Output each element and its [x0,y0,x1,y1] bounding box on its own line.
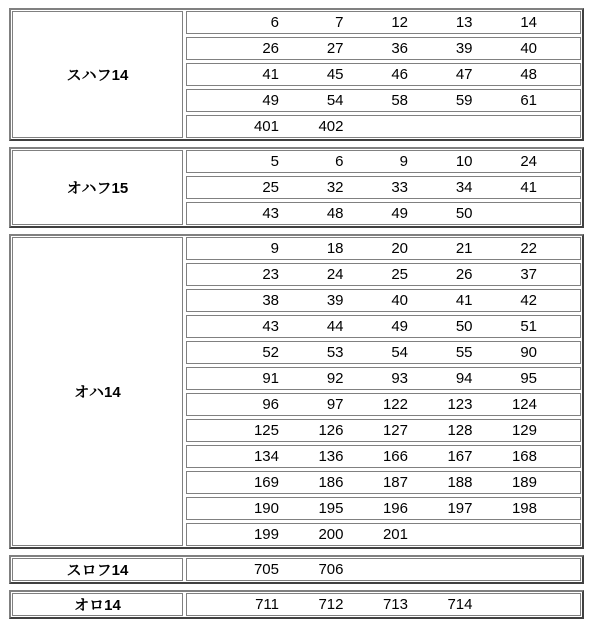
car-number-row [186,37,581,60]
car-number: 126 [318,422,344,439]
car-number-row [186,367,581,390]
car-number: 97 [326,396,344,413]
car-number: 196 [382,500,408,517]
car-number: 187 [382,474,408,491]
car-number: 20 [391,240,408,257]
car-number: 5 [270,153,279,170]
car-number: 167 [447,448,473,465]
car-number-row [186,202,581,225]
car-type-label: スハフ14 [12,11,183,138]
car-number-row [186,11,581,34]
car-number: 46 [391,66,408,83]
car-number-row [186,393,581,416]
car-number: 200 [318,526,344,543]
car-number: 94 [455,370,473,387]
car-number-row [186,523,581,546]
car-number: 128 [447,422,473,439]
car-number: 49 [391,205,408,222]
car-number-row [186,497,581,520]
car-type-group [9,590,584,619]
car-number-row [186,63,581,86]
car-number-row [186,558,581,581]
car-number: 6 [270,14,279,31]
car-number: 706 [318,561,344,578]
car-number: 42 [520,292,537,309]
car-number-row [186,315,581,338]
car-number: 189 [511,474,537,491]
car-number: 201 [382,526,408,543]
car-number: 48 [326,205,344,222]
car-number: 41 [455,292,473,309]
car-number: 124 [511,396,537,413]
car-number-rows [186,150,581,225]
car-number: 7 [335,14,344,31]
car-type-label: オロ14 [12,593,183,616]
car-type-label: スロフ14 [12,558,183,581]
car-number: 13 [455,14,473,31]
car-number: 37 [520,266,537,283]
car-number: 25 [262,179,279,196]
car-number: 136 [318,448,344,465]
car-number: 122 [382,396,408,413]
car-number: 125 [253,422,279,439]
car-number: 47 [455,66,473,83]
car-number: 190 [253,500,279,517]
car-number: 51 [520,318,537,335]
car-number: 91 [262,370,279,387]
car-number: 58 [391,92,408,109]
car-number: 26 [455,266,473,283]
car-number-row [186,445,581,468]
car-number-row [186,419,581,442]
car-number: 44 [326,318,344,335]
car-number: 90 [520,344,537,361]
car-number: 166 [382,448,408,465]
car-number: 22 [520,240,537,257]
car-number: 9 [270,240,279,257]
car-number: 188 [447,474,473,491]
car-number: 12 [391,14,408,31]
car-type-label: オハ14 [12,237,183,546]
car-number: 32 [326,179,344,196]
car-number: 39 [326,292,344,309]
car-number: 54 [326,92,344,109]
car-number: 36 [391,40,408,57]
car-number: 195 [318,500,344,517]
car-number: 40 [391,292,408,309]
car-number-row [186,593,581,616]
car-number-row [186,176,581,199]
car-number: 61 [520,92,537,109]
car-number: 129 [511,422,537,439]
car-number: 199 [253,526,279,543]
car-number: 714 [447,596,473,613]
car-number: 40 [520,40,537,57]
car-type-group [9,147,584,228]
car-number: 41 [520,179,537,196]
car-number-row [186,341,581,364]
car-number: 168 [511,448,537,465]
car-number: 21 [455,240,473,257]
car-number: 127 [382,422,408,439]
car-number: 54 [391,344,408,361]
car-number: 169 [253,474,279,491]
car-number-row [186,150,581,173]
car-number: 24 [326,266,344,283]
car-type-group [9,555,584,584]
car-number: 401 [253,118,279,135]
car-number: 26 [262,40,279,57]
car-number: 18 [326,240,344,257]
car-number: 39 [455,40,473,57]
car-number: 9 [399,153,408,170]
car-number: 14 [520,14,537,31]
car-number: 93 [391,370,408,387]
car-number: 43 [262,205,279,222]
car-number: 59 [455,92,473,109]
car-number: 712 [318,596,344,613]
car-number: 38 [262,292,279,309]
car-number: 41 [262,66,279,83]
car-number: 55 [455,344,473,361]
car-number: 45 [326,66,344,83]
car-number: 27 [326,40,344,57]
car-number-rows [186,237,581,546]
car-number: 197 [447,500,473,517]
car-number: 43 [262,318,279,335]
car-number: 49 [262,92,279,109]
car-number: 713 [382,596,408,613]
car-number-rows [186,593,581,616]
car-number: 24 [520,153,537,170]
car-number: 123 [447,396,473,413]
car-number: 198 [511,500,537,517]
car-number: 705 [253,561,279,578]
car-number: 33 [391,179,408,196]
car-number-row [186,263,581,286]
car-number: 50 [455,318,473,335]
car-number-row [186,115,581,138]
car-number-list [9,8,584,625]
car-number: 25 [391,266,408,283]
car-number: 50 [455,205,473,222]
car-number-row [186,471,581,494]
car-number: 92 [326,370,344,387]
car-type-group [9,234,584,549]
car-number: 49 [391,318,408,335]
car-number: 134 [253,448,279,465]
car-number: 711 [255,596,279,613]
car-number-row [186,237,581,260]
car-number-row [186,289,581,312]
car-number: 96 [262,396,279,413]
car-number-row [186,89,581,112]
car-number: 23 [262,266,279,283]
car-number: 186 [318,474,344,491]
car-type-label: オハフ15 [12,150,183,225]
car-number: 10 [455,153,473,170]
car-number: 6 [335,153,344,170]
car-number: 52 [262,344,279,361]
car-number: 402 [318,118,344,135]
car-number: 95 [520,370,537,387]
car-type-group [9,8,584,141]
car-number-rows [186,558,581,581]
car-number: 48 [520,66,537,83]
car-number-rows [186,11,581,138]
car-number: 53 [326,344,344,361]
car-number: 34 [455,179,473,196]
